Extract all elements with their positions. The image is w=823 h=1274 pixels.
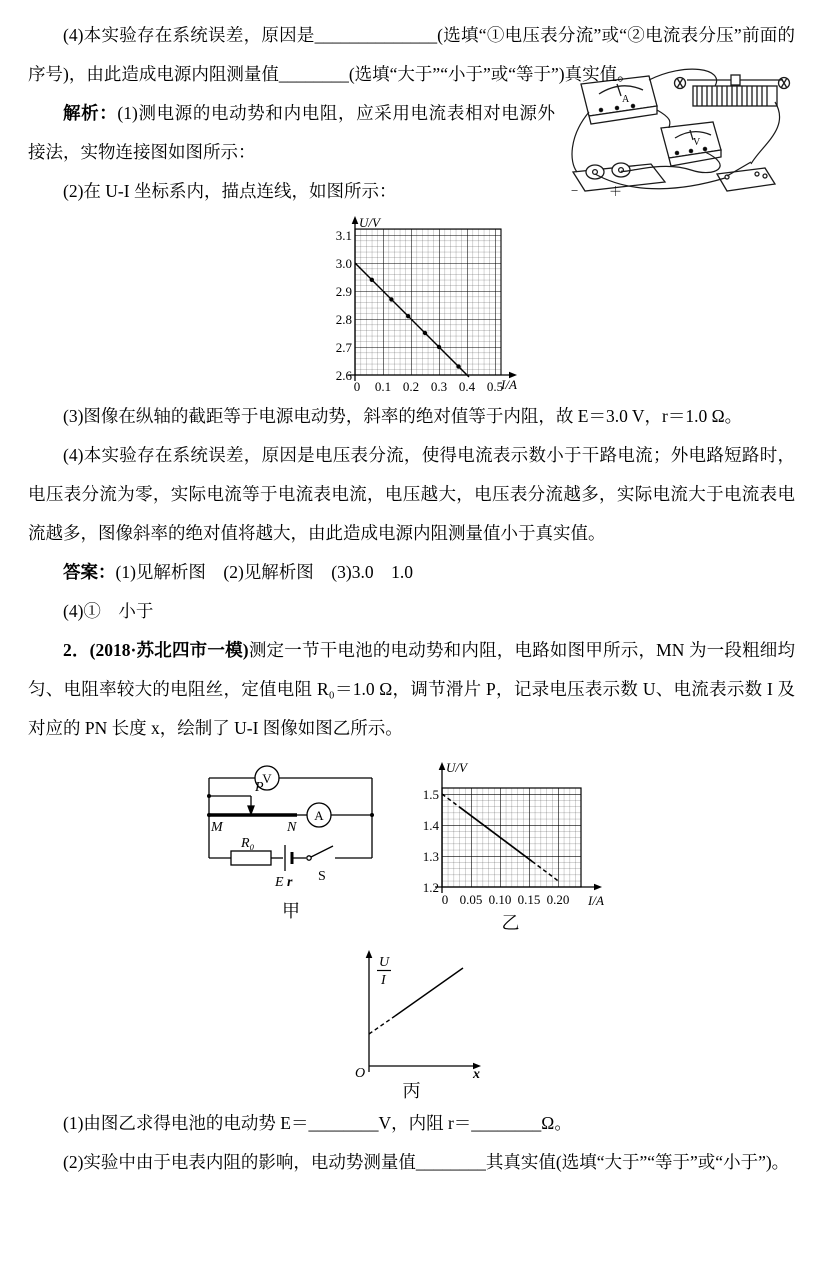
svg-text:0.10: 0.10 — [488, 892, 512, 907]
internal-r-label: r — [287, 875, 293, 890]
chart3-xlabel: x — [472, 1067, 480, 1078]
chart3-line-solid — [395, 968, 463, 1016]
question1-part4: (4)本实验存在系统误差，原因是______________(选填“①电压表分流”或“②电流表分压”前面的序号)，由此造成电源内阻测量值________(选填“大于”“小于”或“等于”)真实值。 — [28, 25, 795, 84]
graph-bing-figure — [327, 942, 497, 1104]
rheostat-illustration — [675, 75, 790, 106]
graph-yi-figure — [403, 758, 618, 936]
svg-text:0.05: 0.05 — [459, 892, 483, 907]
battery-minus-label: − — [571, 183, 579, 196]
jiexi-paragraph-2: (2)在 U-I 坐标系内，描点连线，如图所示： — [63, 181, 397, 201]
svg-text:0.20: 0.20 — [546, 892, 570, 907]
figure-row-jia-yi — [28, 758, 795, 936]
svg-text:0: 0 — [353, 379, 361, 394]
svg-text:0: 0 — [441, 892, 449, 907]
chart2-y-arrow — [439, 762, 446, 770]
question2-text: 测定一节干电池的电动势和内阻，电路如图甲所示，MN 为一段粗细均匀、电阻率较大的电阻丝，定值电阻 R₀＝1.0 Ω，调节滑片 P，记录电压表示数 U、电流表示数 I 及对应的 PN 长度 x，绘制了 U-I 图像如图乙所示。 — [28, 640, 795, 738]
svg-text:0.5: 0.5 — [486, 379, 504, 394]
jiexi-text-1: (1)测电源的电动势和内电阻，应采用电流表相对电源外接法，实物连接图如图所示： — [28, 103, 556, 162]
daan-line1 — [28, 553, 795, 592]
figure-jia-caption: 甲 — [282, 901, 300, 921]
chart3-y-arrow — [365, 950, 372, 958]
circuit-jia-figure — [205, 758, 377, 924]
svg-text:2.9: 2.9 — [335, 284, 352, 299]
jiexi-ui-chart-svg — [320, 215, 530, 397]
svg-text:0.15: 0.15 — [517, 892, 541, 907]
question2-stem — [28, 631, 795, 748]
chart1-xtick-labels — [354, 379, 503, 394]
resistor-R0-label: R₀ — [241, 836, 255, 851]
question2-number: 2． — [63, 640, 90, 660]
chart1-xlabel: I/A — [501, 377, 517, 392]
chart2-x-arrow — [594, 884, 602, 891]
jiexi-paragraph-4: (4)本实验存在系统误差，原因是电压表分流，使得电流表示数小于干路电流；外电路短路时，电压表分流为零，实际电流等于电流表电流，电压越大，电压表分流越多，实际电流大于电流表电流越多，图像斜率的绝对值将越大，由此造成电源内阻测量值小于真实值。 — [28, 445, 795, 543]
chart1-major-grid — [355, 229, 501, 375]
svg-text:0.1: 0.1 — [374, 379, 392, 394]
chart2-xlabel: I/A — [588, 893, 604, 908]
wire-N-label: N — [287, 820, 297, 835]
ammeter-letter: A — [622, 94, 630, 105]
svg-text:3.1: 3.1 — [335, 228, 352, 243]
chart2-ylabel: U/V — [446, 760, 467, 775]
chart3-origin-label: O — [354, 1066, 365, 1078]
chart1-y-arrow — [352, 216, 359, 224]
svg-text:2.7: 2.7 — [335, 340, 352, 355]
svg-text:1.4: 1.4 — [422, 818, 439, 833]
voltmeter-letter: V — [693, 137, 701, 148]
jiexi-paragraph-3: (3)图像在纵轴的截距等于电源电动势，斜率的绝对值等于内阻，故 E＝3.0 V，r＝1.0 Ω。 — [63, 406, 743, 426]
chart2-major-grid-y — [442, 788, 581, 887]
circuit-jia-svg — [205, 758, 377, 898]
voltmeter-illustration — [661, 122, 721, 166]
svg-text:2.6: 2.6 — [335, 368, 352, 383]
chart1-ylabel: U/V — [359, 215, 380, 230]
slider-arrow — [248, 806, 254, 814]
jiexi-label: 解析： — [63, 103, 118, 123]
voltmeter-letter: V — [262, 771, 272, 786]
switch-hinge — [307, 856, 311, 860]
chart3-ylabel-denominator: I — [380, 973, 386, 988]
ammeter-letter: A — [314, 808, 324, 823]
switch-illustration — [717, 162, 775, 191]
svg-text:0.3: 0.3 — [430, 379, 448, 394]
wire-M-label: M — [211, 820, 223, 835]
chart3-ylabel-numerator: U — [378, 955, 389, 970]
chart2-xtick-labels — [442, 892, 570, 907]
daan-label: 答案： — [63, 562, 116, 582]
figure-yi-caption: 乙 — [501, 913, 520, 933]
chart1-ytick-labels — [336, 228, 353, 383]
switch-lever — [311, 846, 333, 857]
emf-E-label: E — [275, 875, 284, 890]
daan-line2: (4)① 小于 — [63, 601, 154, 621]
jiexi-block — [28, 94, 795, 211]
daan-text: (1)见解析图 (2)见解析图 (3)3.0 1.0 — [115, 562, 413, 582]
graph-yi-svg — [403, 758, 618, 910]
svg-text:3.0: 3.0 — [335, 256, 352, 271]
question2-part2: (2)实验中由于电表内阻的影响，电动势测量值________其真实值(选填“大于”“等于”或“小于”)。 — [63, 1152, 790, 1172]
slider-P-label: P — [255, 780, 264, 795]
figure-bing-caption: 丙 — [402, 1081, 421, 1101]
battery-plus-label: ＋ — [609, 184, 623, 196]
question2-source: (2018·苏北四市一模) — [89, 640, 249, 660]
chart2-ytick-labels — [423, 787, 440, 895]
svg-text:2.8: 2.8 — [335, 312, 352, 327]
svg-text:1.2: 1.2 — [422, 880, 439, 895]
switch-S-label: S — [318, 869, 326, 884]
svg-text:1.5: 1.5 — [422, 787, 439, 802]
question2-part1: (1)由图乙求得电池的电动势 E＝________V，内阻 r＝________Ω。 — [63, 1113, 572, 1133]
resistor-R0-symbol — [231, 851, 271, 865]
graph-bing-svg — [327, 942, 487, 1078]
svg-text:0.4: 0.4 — [458, 379, 476, 394]
jiexi-ui-chart — [320, 215, 530, 397]
svg-text:1.3: 1.3 — [422, 849, 439, 864]
chart3-line-dashed — [369, 1016, 395, 1034]
svg-text:0.2: 0.2 — [402, 379, 420, 394]
